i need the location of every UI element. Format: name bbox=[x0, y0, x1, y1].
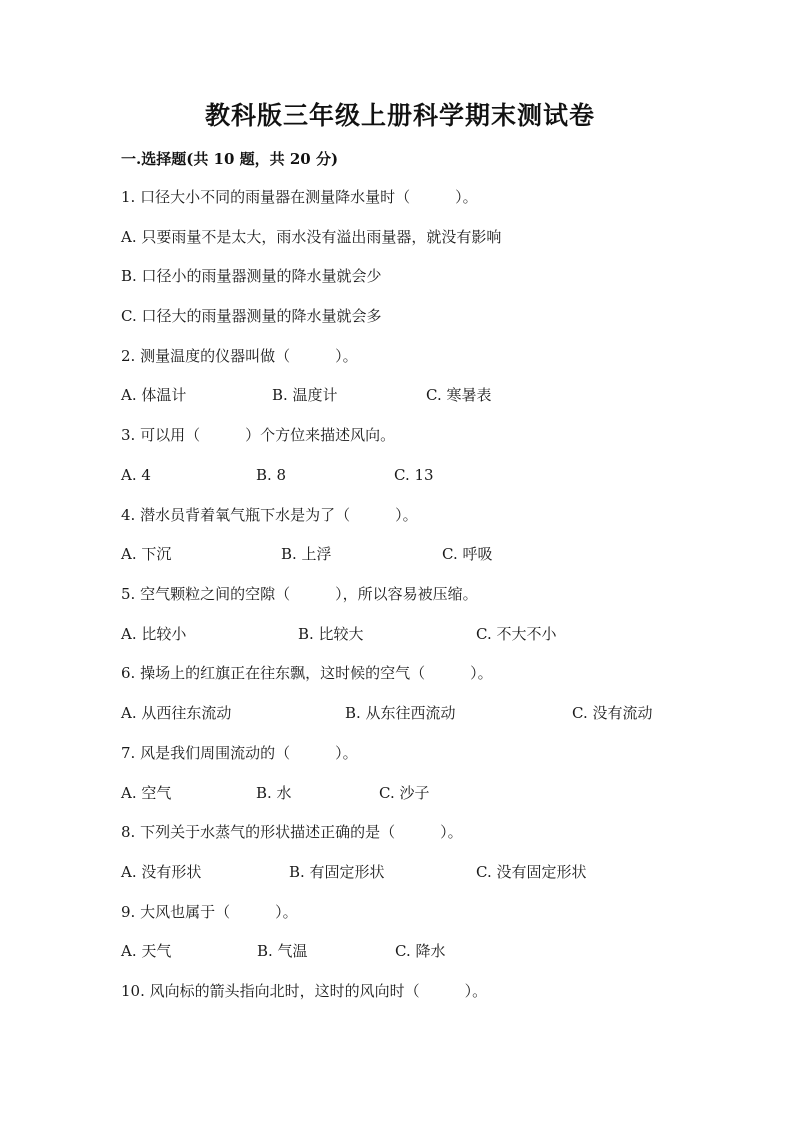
question-9-options bbox=[121, 941, 761, 961]
question-8-option-b: B. 有固定形状 bbox=[289, 863, 385, 881]
question-8-stem: 8. 下列关于水蒸气的形状描述正确的是（ ）。 bbox=[121, 823, 463, 841]
question-6-option-a: A. 从西往东流动 bbox=[121, 704, 232, 722]
question-6-option-c: C. 没有流动 bbox=[572, 704, 653, 722]
page-title: 教科版三年级上册科学期末测试卷 bbox=[204, 101, 595, 130]
question-7-option-c: C. 沙子 bbox=[379, 784, 430, 802]
question-3-option-c: C. 13 bbox=[394, 466, 434, 484]
question-3-options bbox=[121, 465, 761, 485]
question-4-option-b: B. 上浮 bbox=[281, 545, 332, 563]
question-7-options bbox=[121, 783, 761, 803]
question-1-stem: 1. 口径大小不同的雨量器在测量降水量时（ ）。 bbox=[121, 188, 478, 206]
question-6-options bbox=[121, 703, 761, 723]
question-9-option-a: A. 天气 bbox=[121, 942, 172, 960]
question-4-options bbox=[121, 544, 761, 564]
question-2-options bbox=[121, 385, 761, 405]
question-8-options bbox=[121, 862, 761, 882]
question-8-option-c: C. 没有固定形状 bbox=[476, 863, 587, 881]
question-9-option-b: B. 气温 bbox=[257, 942, 308, 960]
question-7-option-a: A. 空气 bbox=[121, 784, 172, 802]
question-6-option-b: B. 从东往西流动 bbox=[345, 704, 456, 722]
question-2-option-a: A. 体温计 bbox=[121, 386, 187, 404]
question-8-option-a: A. 没有形状 bbox=[121, 863, 202, 881]
question-2-option-c: C. 寒暑表 bbox=[426, 386, 492, 404]
question-5-option-a: A. 比较小 bbox=[121, 625, 187, 643]
question-5-option-b: B. 比较大 bbox=[298, 625, 364, 643]
question-4-option-a: A. 下沉 bbox=[121, 545, 172, 563]
question-1-option-a: A. 只要雨量不是太大，雨水没有溢出雨量器，就没有影响 bbox=[121, 228, 502, 246]
question-9-stem: 9. 大风也属于（ ）。 bbox=[121, 903, 298, 921]
question-6-stem: 6. 操场上的红旗正在往东飘，这时候的空气（ ）。 bbox=[121, 664, 493, 682]
question-5-options bbox=[121, 624, 761, 644]
question-3-stem: 3. 可以用（ ）个方位来描述风向。 bbox=[121, 426, 396, 444]
question-9-option-c: C. 降水 bbox=[395, 942, 446, 960]
question-5-option-c: C. 不大不小 bbox=[476, 625, 557, 643]
question-4-option-c: C. 呼吸 bbox=[442, 545, 493, 563]
question-3-option-b: B. 8 bbox=[256, 466, 287, 484]
question-7-option-b: B. 水 bbox=[256, 784, 292, 802]
question-7-stem: 7. 风是我们周围流动的（ ）。 bbox=[121, 744, 358, 762]
question-10-stem: 10. 风向标的箭头指向北时，这时的风向时（ ）。 bbox=[121, 982, 488, 1000]
question-2-option-b: B. 温度计 bbox=[272, 386, 338, 404]
question-1-option-c: C. 口径大的雨量器测量的降水量就会多 bbox=[121, 307, 382, 325]
question-1-option-b: B. 口径小的雨量器测量的降水量就会少 bbox=[121, 267, 382, 285]
section-heading: 一.选择题(共 10 题，共 20 分) bbox=[121, 150, 339, 168]
question-4-stem: 4. 潜水员背着氧气瓶下水是为了（ ）。 bbox=[121, 506, 418, 524]
question-3-option-a: A. 4 bbox=[121, 466, 151, 484]
question-2-stem: 2. 测量温度的仪器叫做（ ）。 bbox=[121, 347, 358, 365]
question-5-stem: 5. 空气颗粒之间的空隙（ ），所以容易被压缩。 bbox=[121, 585, 478, 603]
